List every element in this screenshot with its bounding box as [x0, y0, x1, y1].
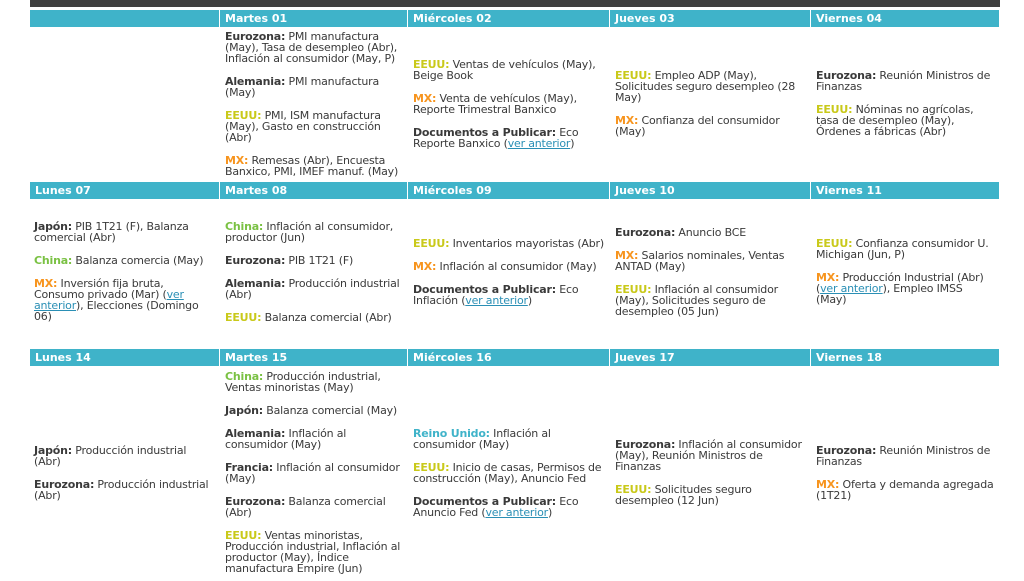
event-text: Ventas de vehículos (May), Beige Book — [413, 57, 596, 82]
event-region-label: Eurozona: — [615, 438, 676, 451]
day-cell — [220, 27, 408, 180]
day-cell — [408, 366, 610, 579]
event-entry — [615, 284, 807, 317]
event-entry — [615, 70, 807, 103]
event-text-suffix: ), Elecciones (Domingo 06) — [34, 299, 199, 323]
event-entry — [816, 104, 996, 137]
event-region-label: MX: — [816, 477, 840, 491]
event-text: Balanza comercial (Abr) — [225, 495, 386, 519]
day-header — [30, 10, 219, 27]
event-entry — [816, 70, 996, 92]
day-cell — [30, 199, 220, 344]
event-region-label: Francia: — [225, 461, 274, 474]
event-region-label: Documentos a Publicar: — [413, 282, 556, 296]
day-header: Lunes 14 — [30, 349, 219, 366]
event-region-label: China: — [225, 370, 264, 383]
event-entry — [413, 496, 606, 518]
event-text: PMI, ISM manufactura (May), Gasto en construcción (Abr) — [225, 108, 381, 144]
event-text: Confianza del consumidor (May) — [615, 114, 780, 138]
event-text: Inflación al consumidor (May) — [413, 426, 551, 451]
event-text: PMI manufactura (May), Tasa de desempleo (Abr), Inflación al consumidor (May, P) — [225, 29, 398, 65]
event-entry — [225, 371, 404, 393]
event-entry — [225, 405, 404, 416]
event-text: Reunión Ministros de Finanzas — [816, 69, 991, 93]
event-text: Inventarios mayoristas (Abr) — [449, 236, 604, 250]
event-region-label: Eurozona: — [816, 69, 877, 82]
event-region-label: EEUU: — [413, 236, 450, 250]
day-header: Jueves 17 — [610, 349, 810, 366]
event-text: Producción industrial (Abr) — [34, 477, 209, 502]
event-text: Producción industrial (Abr) — [34, 443, 187, 468]
event-entry — [34, 278, 216, 322]
event-text-suffix: ) — [527, 293, 532, 307]
event-text: Eco Inflación ( — [413, 282, 579, 307]
event-region-label: Alemania: — [225, 276, 286, 290]
day-header: Lunes 07 — [30, 182, 219, 199]
event-entry — [816, 479, 996, 501]
event-text: Eco Reporte Banxico ( — [413, 125, 579, 150]
event-text: Inflación al consumidor, productor (Jun) — [225, 219, 394, 244]
day-header: Miércoles 09 — [408, 182, 609, 199]
event-region-label: EEUU: — [816, 103, 853, 116]
day-cell — [408, 199, 610, 344]
event-region-label: MX: — [413, 259, 437, 273]
event-region-label: Alemania: — [225, 74, 286, 88]
event-text: Balanza comercial (May) — [262, 404, 398, 417]
event-text: Balanza comercia (May) — [72, 254, 204, 267]
event-region-label: EEUU: — [413, 57, 450, 71]
event-text: Eco Anuncio Fed ( — [413, 494, 579, 519]
event-entry — [615, 484, 807, 506]
event-region-label: EEUU: — [615, 483, 652, 496]
day-cell — [30, 27, 220, 180]
event-entry — [615, 250, 807, 272]
event-text: PIB 1T21 (F), Balanza comercial (Abr) — [34, 220, 189, 244]
day-cell — [610, 27, 811, 180]
ver-anterior-link[interactable]: ver anterior — [820, 282, 883, 295]
day-cell — [30, 366, 220, 579]
day-header: Miércoles 16 — [408, 349, 609, 366]
event-text: Salarios nominales, Ventas ANTAD (May) — [615, 248, 785, 273]
event-region-label: MX: — [816, 271, 840, 284]
event-text: Inflación al consumidor (May) — [436, 259, 597, 273]
event-region-label: EEUU: — [225, 108, 262, 122]
event-text-suffix: ), Empleo IMSS (May) — [816, 282, 963, 306]
day-header: Viernes 11 — [811, 182, 999, 199]
event-text: Nóminas no agrícolas, tasa de desempleo (May), Órdenes a fábricas (Abr) — [816, 103, 974, 138]
event-entry — [413, 284, 606, 306]
event-entry — [225, 312, 404, 323]
event-region-label: Documentos a Publicar: — [413, 125, 556, 139]
event-text: Inflación al consumidor (May) — [225, 461, 400, 485]
day-cell — [811, 27, 1000, 180]
event-text: Venta de vehículos (May), Reporte Trimestral Banxico — [413, 91, 577, 116]
event-region-label: EEUU: — [615, 282, 652, 296]
event-entry — [34, 255, 216, 266]
event-region-label: EEUU: — [413, 460, 450, 474]
ver-anterior-link[interactable]: ver anterior — [507, 136, 571, 150]
event-entry — [615, 227, 807, 238]
event-region-label: EEUU: — [225, 529, 262, 542]
event-region-label: Alemania: — [225, 427, 286, 440]
day-header: Miércoles 02 — [408, 10, 609, 27]
ver-anterior-link[interactable]: ver anterior — [34, 288, 184, 312]
event-entry — [225, 496, 404, 518]
event-entry — [816, 445, 996, 467]
event-entry — [413, 93, 606, 115]
event-text: Producción industrial (Abr) — [225, 276, 400, 301]
event-region-label: MX: — [225, 153, 249, 167]
event-entry — [816, 272, 996, 305]
event-entry — [816, 238, 996, 260]
day-header: Viernes 04 — [811, 10, 999, 27]
event-entry — [615, 115, 807, 137]
day-header: Jueves 10 — [610, 182, 810, 199]
event-region-label: Eurozona: — [615, 225, 676, 239]
event-entry — [225, 428, 404, 450]
event-text: Anuncio BCE — [675, 225, 746, 239]
event-entry — [225, 462, 404, 484]
event-text: Balanza comercial (Abr) — [261, 310, 392, 324]
event-text: Oferta y demanda agregada (1T21) — [816, 477, 994, 502]
event-text: Inflación al consumidor (May), Reunión Ministros de Finanzas — [615, 438, 802, 473]
event-region-label: MX: — [615, 114, 639, 127]
event-region-label: EEUU: — [816, 237, 853, 250]
event-entry — [225, 278, 404, 300]
event-text: Inflación al consumidor (May) — [225, 427, 347, 451]
ver-anterior-link[interactable]: ver anterior — [485, 505, 548, 519]
event-text: Remesas (Abr), Encuesta Banxico, PMI, IMEF manuf. (May) — [225, 153, 399, 178]
event-region-label: Eurozona: — [225, 29, 286, 43]
day-header: Viernes 18 — [811, 349, 999, 366]
day-cell — [610, 199, 811, 344]
event-text: Solicitudes seguro desempleo (12 Jun) — [615, 483, 752, 507]
event-entry — [225, 76, 404, 98]
week-row — [30, 10, 1000, 180]
event-entry — [225, 255, 404, 266]
event-region-label: MX: — [34, 277, 58, 290]
ver-anterior-link[interactable]: ver anterior — [465, 293, 528, 307]
event-text: Inversión fija bruta, Consumo privado (Mar) ( — [34, 277, 167, 301]
event-text: PMI manufactura (May) — [225, 74, 380, 99]
day-cell — [220, 199, 408, 344]
event-region-label: EEUU: — [225, 310, 262, 324]
event-region-label: MX: — [615, 248, 639, 262]
event-region-label: Reino Unido: — [413, 426, 490, 440]
event-entry — [413, 462, 606, 484]
event-text: Inicio de casas, Permisos de construcción (May), Anuncio Fed — [413, 460, 602, 485]
event-region-label: Japón: — [34, 220, 72, 233]
event-text-suffix: ) — [570, 136, 575, 150]
event-region-label: Eurozona: — [225, 253, 286, 267]
event-text: Producción industrial, Ventas minoristas (May) — [225, 370, 381, 394]
event-text: Confianza consumidor U. Michigan (Jun, P) — [816, 237, 989, 261]
day-cell — [811, 366, 1000, 579]
day-cell — [811, 199, 1000, 344]
event-region-label: EEUU: — [615, 69, 652, 82]
day-header: Martes 01 — [220, 10, 407, 27]
event-region-label: Japón: — [34, 443, 72, 457]
day-header: Martes 15 — [220, 349, 407, 366]
event-text-suffix: ) — [547, 505, 553, 519]
event-entry — [225, 110, 404, 143]
top-bar — [30, 0, 1000, 7]
event-region-label: Eurozona: — [225, 495, 286, 508]
event-entry — [413, 428, 606, 450]
event-entry — [34, 479, 216, 501]
day-cell — [220, 366, 408, 579]
event-text: Ventas minoristas, Producción industrial, Inflación al productor (May), Índice manufactura Empire (Jun) — [225, 529, 401, 575]
event-entry — [615, 439, 807, 472]
event-entry — [413, 59, 606, 81]
event-region-label: Eurozona: — [816, 443, 877, 457]
event-text: Empleo ADP (May), Solicitudes seguro desempleo (28 May) — [615, 69, 796, 104]
event-entry — [413, 238, 606, 249]
event-region-label: China: — [225, 219, 264, 233]
day-cell — [610, 366, 811, 579]
event-text: Inflación al consumidor (May), Solicitudes seguro de desempleo (05 Jun) — [615, 282, 778, 318]
event-entry — [225, 221, 404, 243]
week-row — [30, 182, 1000, 344]
event-region-label: Documentos a Publicar: — [413, 494, 556, 508]
event-region-label: China: — [34, 254, 73, 267]
event-entry — [225, 31, 404, 64]
event-entry — [34, 221, 216, 243]
event-text: Reunión Ministros de Finanzas — [816, 443, 991, 468]
event-region-label: MX: — [413, 91, 437, 105]
event-text: Producción Industrial (Abr) ( — [816, 271, 984, 295]
event-region-label: Eurozona: — [34, 477, 95, 491]
week-row — [30, 349, 1000, 579]
day-cell — [408, 27, 610, 180]
day-header: Jueves 03 — [610, 10, 810, 27]
event-region-label: Japón: — [225, 404, 263, 417]
event-entry — [413, 261, 606, 272]
event-entry — [225, 530, 404, 574]
day-header: Martes 08 — [220, 182, 407, 199]
event-entry — [413, 127, 606, 149]
event-entry — [225, 155, 404, 177]
event-text: PIB 1T21 (F) — [285, 253, 354, 267]
event-entry — [34, 445, 216, 467]
